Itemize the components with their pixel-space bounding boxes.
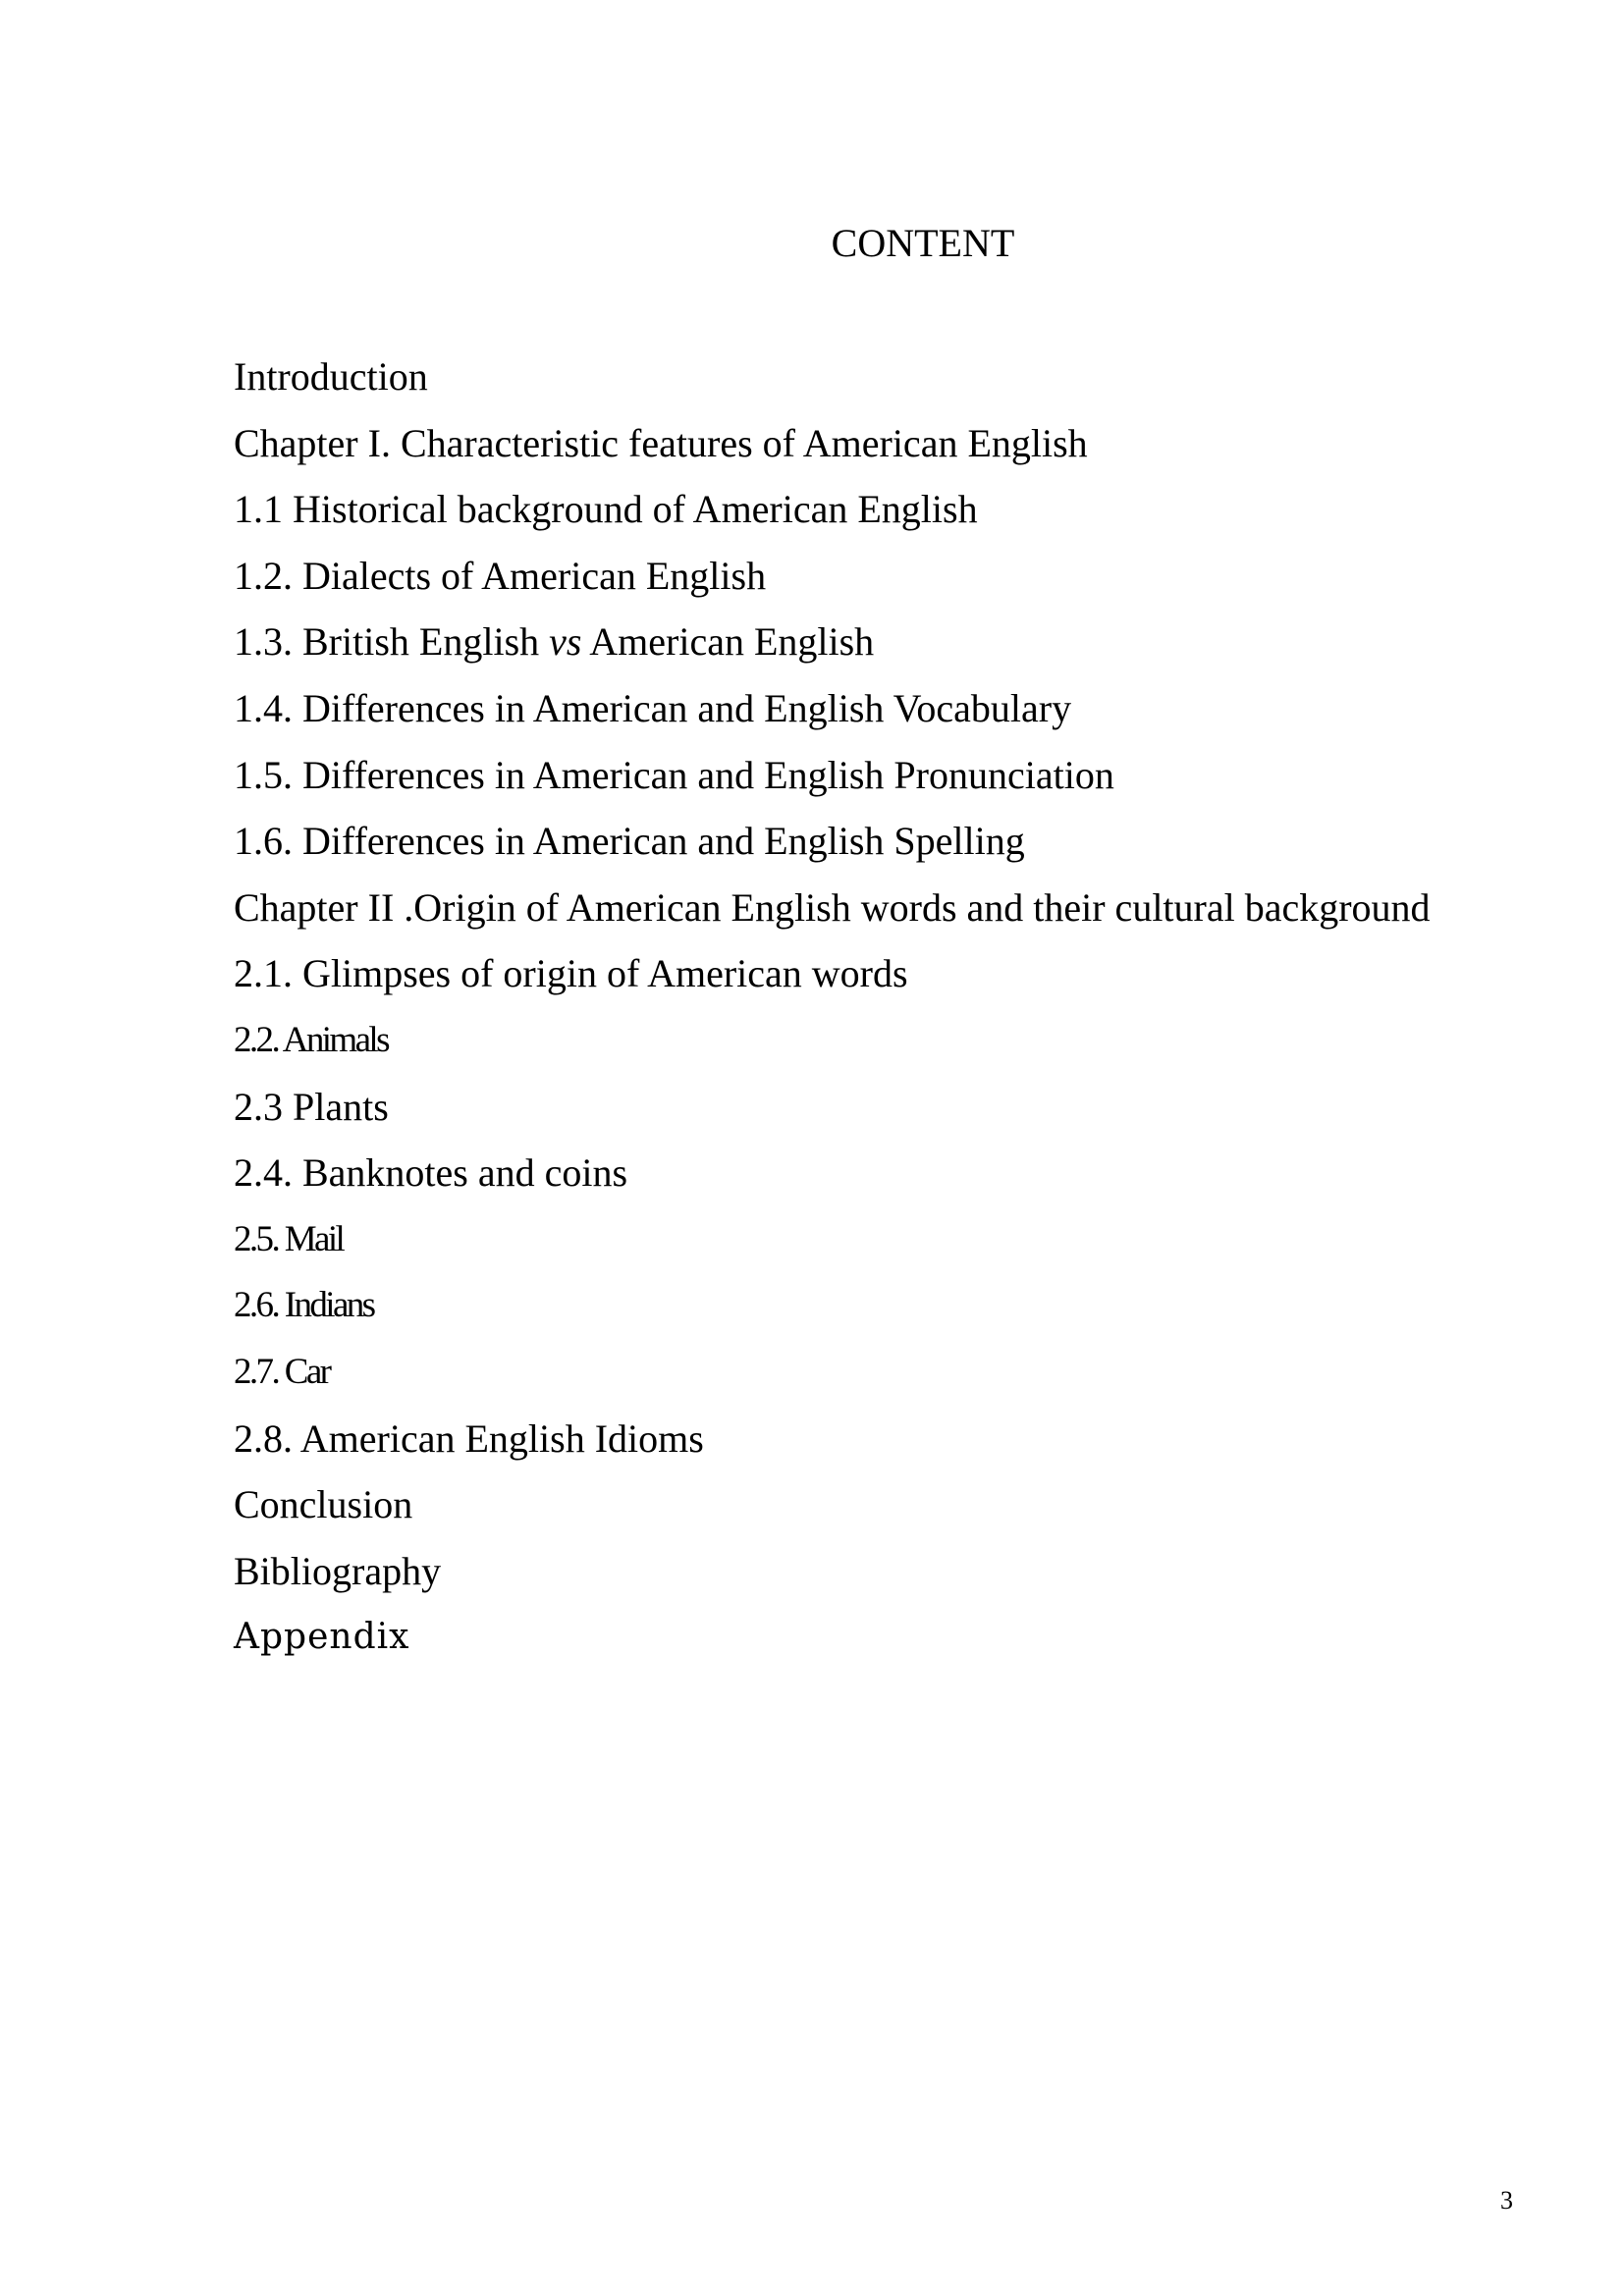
toc-item-bibliography[interactable]: Bibliography: [234, 1548, 442, 1593]
toc-item-2-1[interactable]: 2.1. Glimpses of origin of American words: [234, 951, 908, 996]
toc-item-1-5[interactable]: 1.5. Differences in American and English Pronunciation: [234, 752, 1114, 797]
toc-item-1-1[interactable]: 1.1 Historical background of American English: [234, 487, 978, 532]
toc-item-2-6[interactable]: 2.6. Indians: [234, 1285, 374, 1326]
toc-item-1-2[interactable]: 1.2. Dialects of American English: [234, 553, 767, 598]
toc-item-conclusion[interactable]: Conclusion: [234, 1482, 413, 1527]
toc-item-2-8[interactable]: 2.8. American English Idioms: [234, 1415, 704, 1461]
toc-item-1-3-label-start: 1.3. British English: [234, 619, 550, 665]
toc-item-chapter-1[interactable]: Chapter I. Characteristic features of American English: [234, 420, 1088, 465]
toc-item-1-3-label-end: American English: [581, 619, 875, 665]
toc-item-introduction[interactable]: Introduction: [234, 354, 428, 399]
toc-item-chapter-2[interactable]: Chapter II .Origin of American English words and their cultural background: [234, 884, 1431, 930]
toc-item-2-4[interactable]: 2.4. Banknotes and coins: [234, 1150, 628, 1196]
page-number: 3: [1500, 2186, 1513, 2215]
toc-item-2-5[interactable]: 2.5. Mail: [234, 1218, 344, 1259]
toc-item-1-6[interactable]: 1.6. Differences in American and English Spelling: [234, 819, 1025, 864]
toc-item-1-4[interactable]: 1.4. Differences in American and English Vocabulary: [234, 685, 1072, 730]
page-title: CONTENT: [831, 221, 1015, 265]
toc-item-1-3-label-italic: vs: [549, 619, 582, 665]
table-of-contents: [234, 351, 1510, 1679]
toc-item-1-3[interactable]: [234, 616, 1510, 683]
toc-item-2-2[interactable]: 2.2. Animals: [234, 1019, 388, 1060]
toc-item-2-3[interactable]: 2.3 Plants: [234, 1084, 389, 1129]
toc-item-appendix[interactable]: Appendix: [234, 1617, 410, 1658]
toc-item-2-7[interactable]: 2.7. Car: [234, 1351, 330, 1392]
